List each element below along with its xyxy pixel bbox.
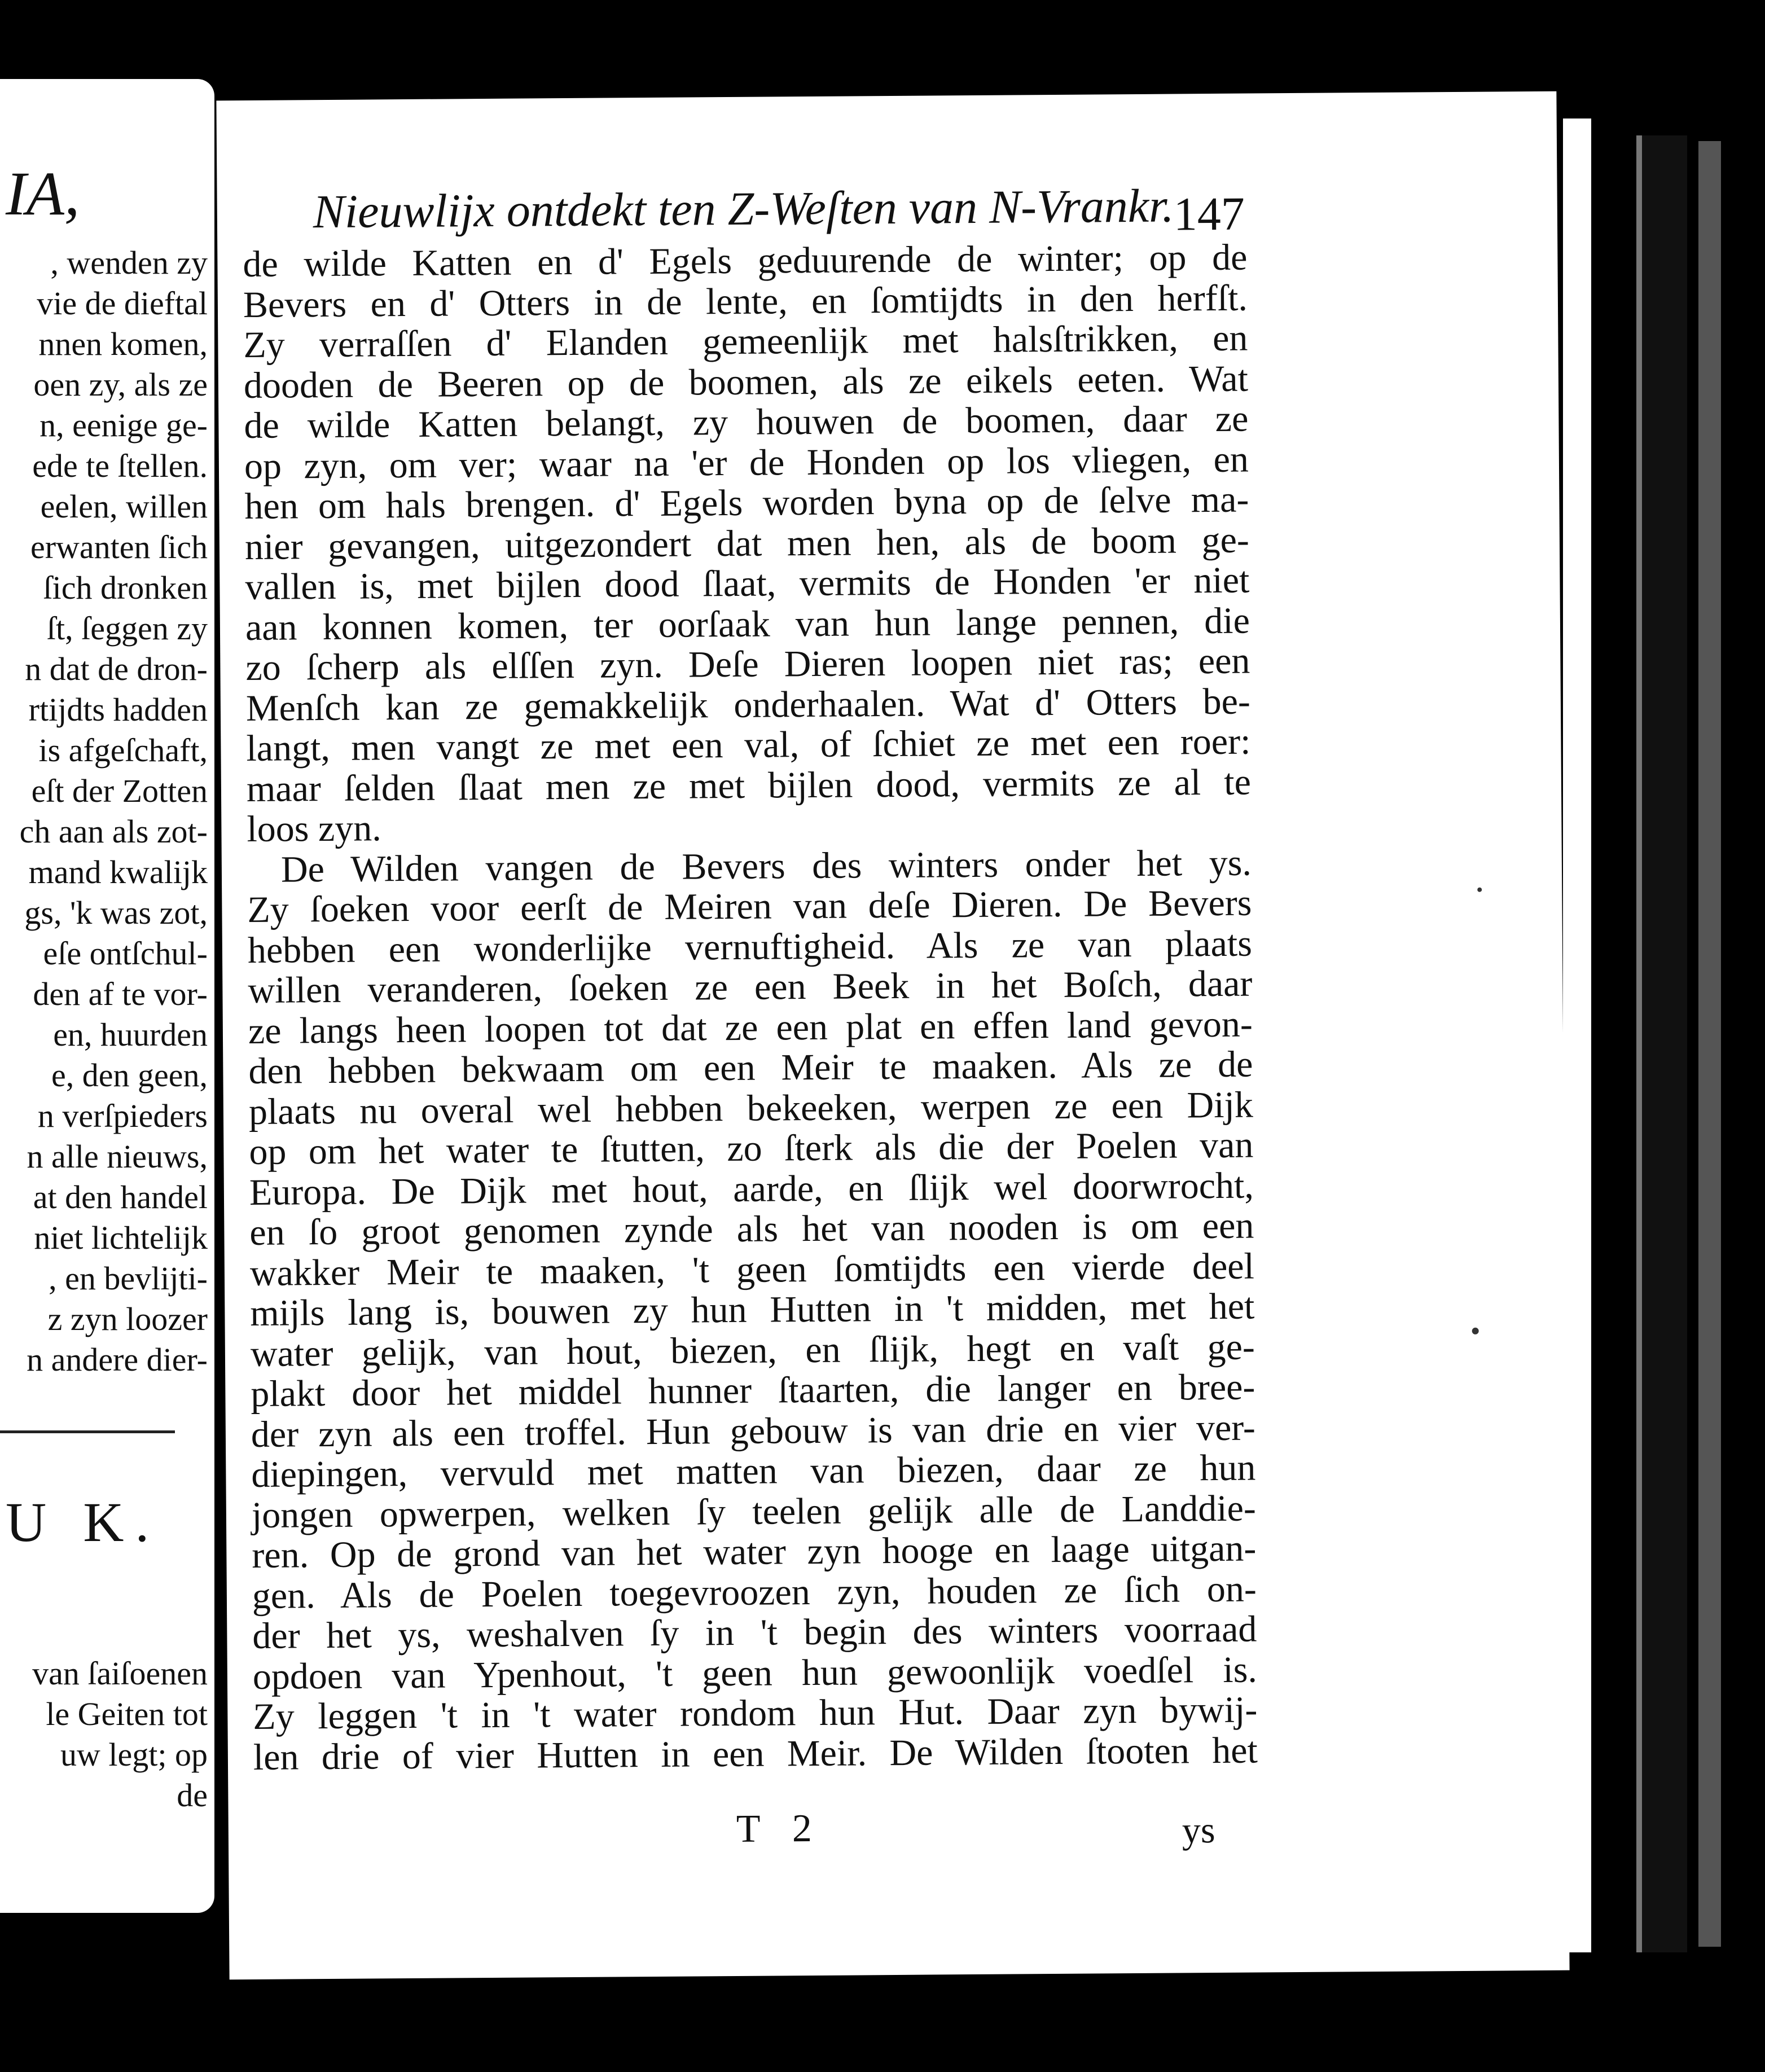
body-text-line: en ſo groot genomen zynde als het van nooden is om een	[249, 1205, 1254, 1253]
left-text-line: e, den geen,	[51, 1057, 208, 1094]
ink-speck	[1472, 1328, 1479, 1334]
running-head: Nieuwlijx ontdekt ten Z-Weſten van N-Vrankr.	[313, 179, 1174, 239]
left-rule-top	[0, 1430, 175, 1433]
left-text-line: en, huurden	[53, 1016, 208, 1053]
left-text-line: ſich dronken	[43, 569, 208, 606]
body-text-line: der het ys, weshalven ſy in 't begin des winters voorraad	[252, 1608, 1257, 1657]
body-text-line: langt, men vangt ze met een val, of ſchiet ze met een roer:	[246, 721, 1251, 769]
left-text-line: niet lichtelijk	[34, 1219, 208, 1256]
body-text-line: der zyn als een troffel. Hun gebouw is van drie en vier ver-	[251, 1407, 1256, 1455]
body-text-line: wakker Meir te maaken, 't geen ſomtijdts een vierde deel	[249, 1245, 1255, 1294]
body-text-line: ze langs heen loopen tot dat ze een plat en effen land gevon-	[248, 1003, 1253, 1052]
left-text-line: n andere dier-	[27, 1341, 208, 1378]
body-text-line: hen om hals brengen. d' Egels worden byna op de ſelve ma-	[244, 479, 1249, 527]
body-text-line: De Wilden vangen de Bevers des winters onder het ys.	[280, 842, 1252, 890]
body-text-line: Zy ſoeken voor eerſt de Meiren van deſe Dieren. De Bevers	[247, 882, 1252, 930]
left-text-line: , wenden zy	[50, 244, 208, 281]
left-text-line: van ſaiſoenen	[32, 1655, 208, 1692]
body-text-line: willen veranderen, ſoeken ze een Beek in het Boſch, daar	[248, 963, 1253, 1011]
left-page	[0, 79, 214, 1913]
left-text-line: de	[177, 1777, 208, 1814]
left-text-line: den af te vor-	[33, 976, 208, 1012]
left-text-line: nnen komen,	[38, 326, 208, 362]
left-text-line: uw legt; op	[60, 1736, 208, 1773]
left-text-line: erwanten ſich	[30, 529, 208, 565]
body-text-line: dooden de Beeren op de boomen, als ze eikels eeten. Wat	[243, 358, 1249, 406]
left-text-line: at den handel	[33, 1179, 208, 1215]
left-text-line: vie de dieftal	[37, 285, 208, 322]
book-spine	[1636, 135, 1687, 1952]
left-text-line: n alle nieuws,	[27, 1138, 208, 1175]
body-text-line: loos zyn.	[247, 807, 381, 850]
body-text-line: aan konnen komen, ter oorſaak van hun lange pennen, die	[245, 600, 1250, 648]
left-page-header: IA,	[6, 159, 80, 228]
body-text-line: de wilde Katten belangt, zy houwen de boomen, daar ze	[244, 398, 1249, 447]
body-text-line: den hebben bekwaam om een Meir te maaken. Als ze de	[248, 1043, 1253, 1092]
left-text-line: le Geiten tot	[46, 1696, 208, 1732]
left-text-line: eſt der Zotten	[31, 772, 208, 809]
body-text-line: ren. Op de grond van het water zyn hooge en laage uitgan-	[252, 1527, 1257, 1576]
body-text-line: Bevers en d' Otters in de lente, en ſomtijdts in den herfſt.	[243, 277, 1248, 326]
body-text-line: maar ſelden ſlaat men ze met bijlen dood, vermits ze al te	[246, 761, 1252, 810]
left-text-line: rtijdts hadden	[28, 691, 208, 728]
body-text-line: Menſch kan ze gemakkelijk onderhaalen. Wat d' Otters be-	[245, 681, 1251, 729]
body-text-line: Zy verraſſen d' Elanden gemeenlijk met halsſtrikken, en	[243, 317, 1248, 366]
page-number: 147	[1173, 187, 1245, 241]
left-text-line: oen zy, als ze	[33, 366, 208, 403]
body-text-line: gen. Als de Poelen toegevroozen zyn, houden ze ſich on-	[252, 1568, 1257, 1617]
body-text-line: hebben een wonderlijke vernuftigheid. Als ze van plaats	[247, 923, 1253, 971]
body-text-line: len drie of vier Hutten in een Meir. De Wilden ſtooten het	[253, 1729, 1258, 1778]
body-text-line: Europa. De Dijk met hout, aarde, en ſlijk wel doorwrocht,	[249, 1165, 1254, 1213]
left-text-line: , en bevlijti-	[49, 1260, 208, 1297]
left-text-line: eelen, willen	[40, 488, 208, 525]
right-page	[216, 91, 1569, 1979]
body-text-line: diepingen, vervuld met matten van biezen, daar ze hun	[251, 1447, 1256, 1495]
body-text-line: plaats nu overal wel hebben bekeeken, werpen ze een Dijk	[248, 1084, 1254, 1132]
body-text-line: op om het water te ſtutten, zo ſterk als die der Poelen van	[249, 1124, 1254, 1173]
left-text-line: z zyn loozer	[47, 1301, 208, 1337]
left-section-heading: U K.	[6, 1491, 161, 1553]
body-text-line: vallen is, met bijlen dood ſlaat, vermits de Honden 'er niet	[245, 559, 1250, 608]
left-text-line: n, eenige ge-	[39, 407, 208, 444]
ink-speck	[1477, 888, 1482, 892]
left-text-line: n verſpieders	[37, 1098, 208, 1134]
body-text-line: op zyn, om ver; waar na 'er de Honden op los vliegen, en	[244, 438, 1249, 487]
body-text-line: jongen opwerpen, welken ſy teelen gelijk alle de Landdie-	[251, 1487, 1257, 1536]
left-text-line: mand kwalijk	[28, 854, 208, 890]
left-text-line: gs, 'k was zot,	[24, 894, 208, 931]
body-text-line: zo ſcherp als elſſen zyn. Deſe Dieren loopen niet ras; een	[245, 640, 1250, 688]
left-text-line: ede te ſtellen.	[32, 447, 208, 484]
left-text-line: eſe ontſchul-	[43, 935, 208, 972]
body-text-line: mijls lang is, bouwen zy hun Hutten in 't midden, met het	[250, 1285, 1255, 1334]
catchword: ys	[1182, 1810, 1215, 1851]
body-text-line: water gelijk, van hout, biezen, en ſlijk, hegt en vaſt ge-	[250, 1326, 1255, 1375]
book-edge	[1698, 141, 1721, 1947]
body-text-line: plakt door het middel hunner ſtaarten, die langer en bree-	[251, 1366, 1255, 1415]
body-text-line: nier gevangen, uitgezondert dat men hen, als de boom ge-	[244, 519, 1250, 568]
body-text-line: Zy leggen 't in 't water rondom hun Hut. Daar zyn bywij-	[253, 1689, 1258, 1737]
left-text-line: is afgeſchaft,	[38, 732, 208, 769]
body-text-line: de wilde Katten en d' Egels geduurende de winter; op de	[243, 236, 1248, 286]
body-text-line: opdoen van Ypenhout, 't geen hun gewoonlijk voedſel is.	[252, 1649, 1258, 1697]
left-text-line: ch aan als zot-	[19, 813, 208, 850]
left-text-line: ſt, ſeggen zy	[46, 610, 208, 647]
signature-mark: T 2	[736, 1806, 824, 1851]
left-text-line: n dat de dron-	[25, 651, 208, 687]
